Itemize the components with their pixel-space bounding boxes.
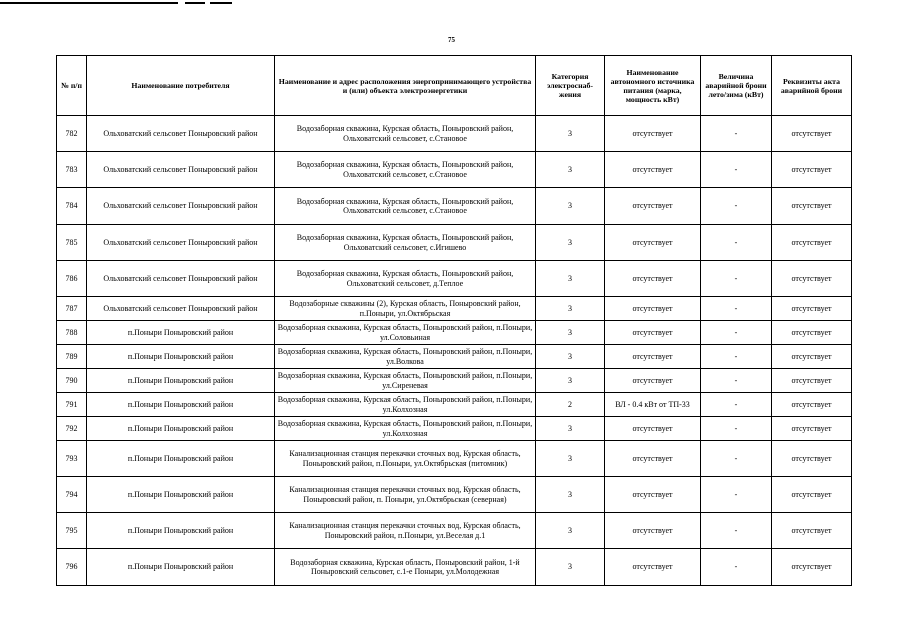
row-num: 784 [57, 188, 87, 225]
row-num: 785 [57, 225, 87, 261]
table-row [57, 345, 852, 369]
row-num: 795 [57, 513, 87, 549]
row-num: 794 [57, 477, 87, 513]
row-source: отсутствует [605, 152, 701, 188]
header-source: Наименование автономного источника питания (марка, мощность кВт) [605, 56, 701, 116]
table-row [57, 261, 852, 297]
row-act: отсутствует [772, 417, 852, 441]
header-power: Величина аварийной брони лето/зима (кВт) [701, 56, 772, 116]
row-category: 3 [536, 417, 605, 441]
header-consumer: Наименование потребителя [87, 56, 275, 116]
row-num: 791 [57, 393, 87, 417]
row-power: - [701, 369, 772, 393]
row-source: отсутствует [605, 369, 701, 393]
row-act: отсутствует [772, 261, 852, 297]
row-category: 3 [536, 321, 605, 345]
row-object: Водозаборная скважина, Курская область, Поныровский район, п.Поныри, ул.Колхозная [275, 417, 536, 441]
row-consumer: п.Поныри Поныровский район [87, 369, 275, 393]
table-row [57, 116, 852, 152]
table-row [57, 393, 852, 417]
table-row [57, 225, 852, 261]
row-consumer: п.Поныри Поныровский район [87, 441, 275, 477]
row-num: 786 [57, 261, 87, 297]
row-object: Водозаборная скважина, Курская область, Поныровский район, Ольховатский сельсовет, с.Становое [275, 188, 536, 225]
row-source: отсутствует [605, 417, 701, 441]
row-num: 793 [57, 441, 87, 477]
row-act: отсутствует [772, 116, 852, 152]
row-category: 3 [536, 369, 605, 393]
row-power: - [701, 116, 772, 152]
top-edge-line [0, 2, 905, 5]
header-num: № п/п [57, 56, 87, 116]
row-consumer: Ольховатский сельсовет Поныровский район [87, 152, 275, 188]
table-row [57, 441, 852, 477]
row-act: отсутствует [772, 513, 852, 549]
row-power: - [701, 477, 772, 513]
row-category: 3 [536, 441, 605, 477]
row-consumer: п.Поныри Поныровский район [87, 477, 275, 513]
row-object: Водозаборная скважина, Курская область, Поныровский район, Ольховатский сельсовет, с.Игишево [275, 225, 536, 261]
row-power: - [701, 297, 772, 321]
row-power: - [701, 393, 772, 417]
row-object: Канализационная станция перекачки сточных вод, Курская область, Поныровский район, п.Поныри, ул.Октябрьская (питомник) [275, 441, 536, 477]
row-num: 783 [57, 152, 87, 188]
row-consumer: Ольховатский сельсовет Поныровский район [87, 225, 275, 261]
row-object: Водозаборная скважина, Курская область, Поныровский район, Ольховатский сельсовет, с.Становое [275, 116, 536, 152]
table-row [57, 513, 852, 549]
row-act: отсутствует [772, 369, 852, 393]
row-act: отсутствует [772, 321, 852, 345]
header-category: Категория электроснаб-жения [536, 56, 605, 116]
row-source: отсутствует [605, 345, 701, 369]
row-power: - [701, 417, 772, 441]
row-object: Водозаборная скважина, Курская область, Поныровский район, Ольховатский сельсовет, с.Становое [275, 152, 536, 188]
row-object: Водозаборные скважины (2), Курская область, Поныровский район, п.Поныри, ул.Октябрьская [275, 297, 536, 321]
row-source: отсутствует [605, 225, 701, 261]
row-source: отсутствует [605, 513, 701, 549]
page-number: 75 [448, 36, 455, 44]
row-act: отсутствует [772, 345, 852, 369]
row-consumer: Ольховатский сельсовет Поныровский район [87, 261, 275, 297]
row-consumer: п.Поныри Поныровский район [87, 393, 275, 417]
row-num: 790 [57, 369, 87, 393]
row-consumer: п.Поныри Поныровский район [87, 345, 275, 369]
row-source: отсутствует [605, 549, 701, 586]
row-act: отсутствует [772, 477, 852, 513]
row-source: отсутствует [605, 297, 701, 321]
row-object: Канализационная станция перекачки сточных вод, Курская область, Поныровский район, п.Поныри, ул.Веселая д.1 [275, 513, 536, 549]
row-source: отсутствует [605, 188, 701, 225]
row-power: - [701, 345, 772, 369]
row-num: 788 [57, 321, 87, 345]
table-row [57, 549, 852, 586]
table-row [57, 297, 852, 321]
row-object: Водозаборная скважина, Курская область, Поныровский район, 1-й Поныровский сельсовет, с.1-е Поныри, ул.Молодежная [275, 549, 536, 586]
table-row [57, 152, 852, 188]
row-power: - [701, 441, 772, 477]
row-num: 782 [57, 116, 87, 152]
row-consumer: п.Поныри Поныровский район [87, 417, 275, 441]
row-act: отсутствует [772, 152, 852, 188]
row-act: отсутствует [772, 441, 852, 477]
row-power: - [701, 152, 772, 188]
row-power: - [701, 261, 772, 297]
row-category: 3 [536, 225, 605, 261]
row-category: 2 [536, 393, 605, 417]
row-category: 3 [536, 297, 605, 321]
row-source: отсутствует [605, 116, 701, 152]
row-act: отсутствует [772, 188, 852, 225]
row-num: 796 [57, 549, 87, 586]
row-consumer: Ольховатский сельсовет Поныровский район [87, 188, 275, 225]
reservation-table [56, 55, 852, 586]
row-category: 3 [536, 549, 605, 586]
row-object: Водозаборная скважина, Курская область, Поныровский район, п.Поныри, ул.Соловьиная [275, 321, 536, 345]
row-consumer: п.Поныри Поныровский район [87, 321, 275, 345]
row-object: Канализационная станция перекачки сточных вод, Курская область, Поныровский район, п. Поныри, ул.Октябрьская (северная) [275, 477, 536, 513]
row-act: отсутствует [772, 549, 852, 586]
row-power: - [701, 549, 772, 586]
row-category: 3 [536, 188, 605, 225]
row-consumer: Ольховатский сельсовет Поныровский район [87, 297, 275, 321]
row-source: отсутствует [605, 321, 701, 345]
row-consumer: п.Поныри Поныровский район [87, 549, 275, 586]
table-row [57, 188, 852, 225]
row-act: отсутствует [772, 393, 852, 417]
row-category: 3 [536, 477, 605, 513]
table-row [57, 417, 852, 441]
row-source: ВЛ - 0.4 кВт от ТП-33 [605, 393, 701, 417]
row-category: 3 [536, 152, 605, 188]
header-row [57, 56, 852, 116]
row-num: 789 [57, 345, 87, 369]
row-source: отсутствует [605, 441, 701, 477]
row-category: 3 [536, 345, 605, 369]
row-source: отсутствует [605, 261, 701, 297]
row-num: 787 [57, 297, 87, 321]
row-act: отсутствует [772, 297, 852, 321]
header-act: Реквизиты акта аварийной брони [772, 56, 852, 116]
row-category: 3 [536, 116, 605, 152]
table-row [57, 477, 852, 513]
row-consumer: Ольховатский сельсовет Поныровский район [87, 116, 275, 152]
row-power: - [701, 321, 772, 345]
table-row [57, 369, 852, 393]
row-power: - [701, 513, 772, 549]
row-object: Водозаборная скважина, Курская область, Поныровский район, Ольховатский сельсовет, д.Теплое [275, 261, 536, 297]
row-object: Водозаборная скважина, Курская область, Поныровский район, п.Поныри, ул.Волкова [275, 345, 536, 369]
row-consumer: п.Поныри Поныровский район [87, 513, 275, 549]
table-row [57, 321, 852, 345]
header-object: Наименование и адрес расположения энергопринимающего устройства и (или) объекта электроэнергетики [275, 56, 536, 116]
row-power: - [701, 188, 772, 225]
row-object: Водозаборная скважина, Курская область, Поныровский район, п.Поныри, ул.Колхозная [275, 393, 536, 417]
row-category: 3 [536, 513, 605, 549]
row-category: 3 [536, 261, 605, 297]
row-object: Водозаборная скважина, Курская область, Поныровский район, п.Поныри, ул.Сиреневая [275, 369, 536, 393]
row-source: отсутствует [605, 477, 701, 513]
row-num: 792 [57, 417, 87, 441]
row-power: - [701, 225, 772, 261]
row-act: отсутствует [772, 225, 852, 261]
